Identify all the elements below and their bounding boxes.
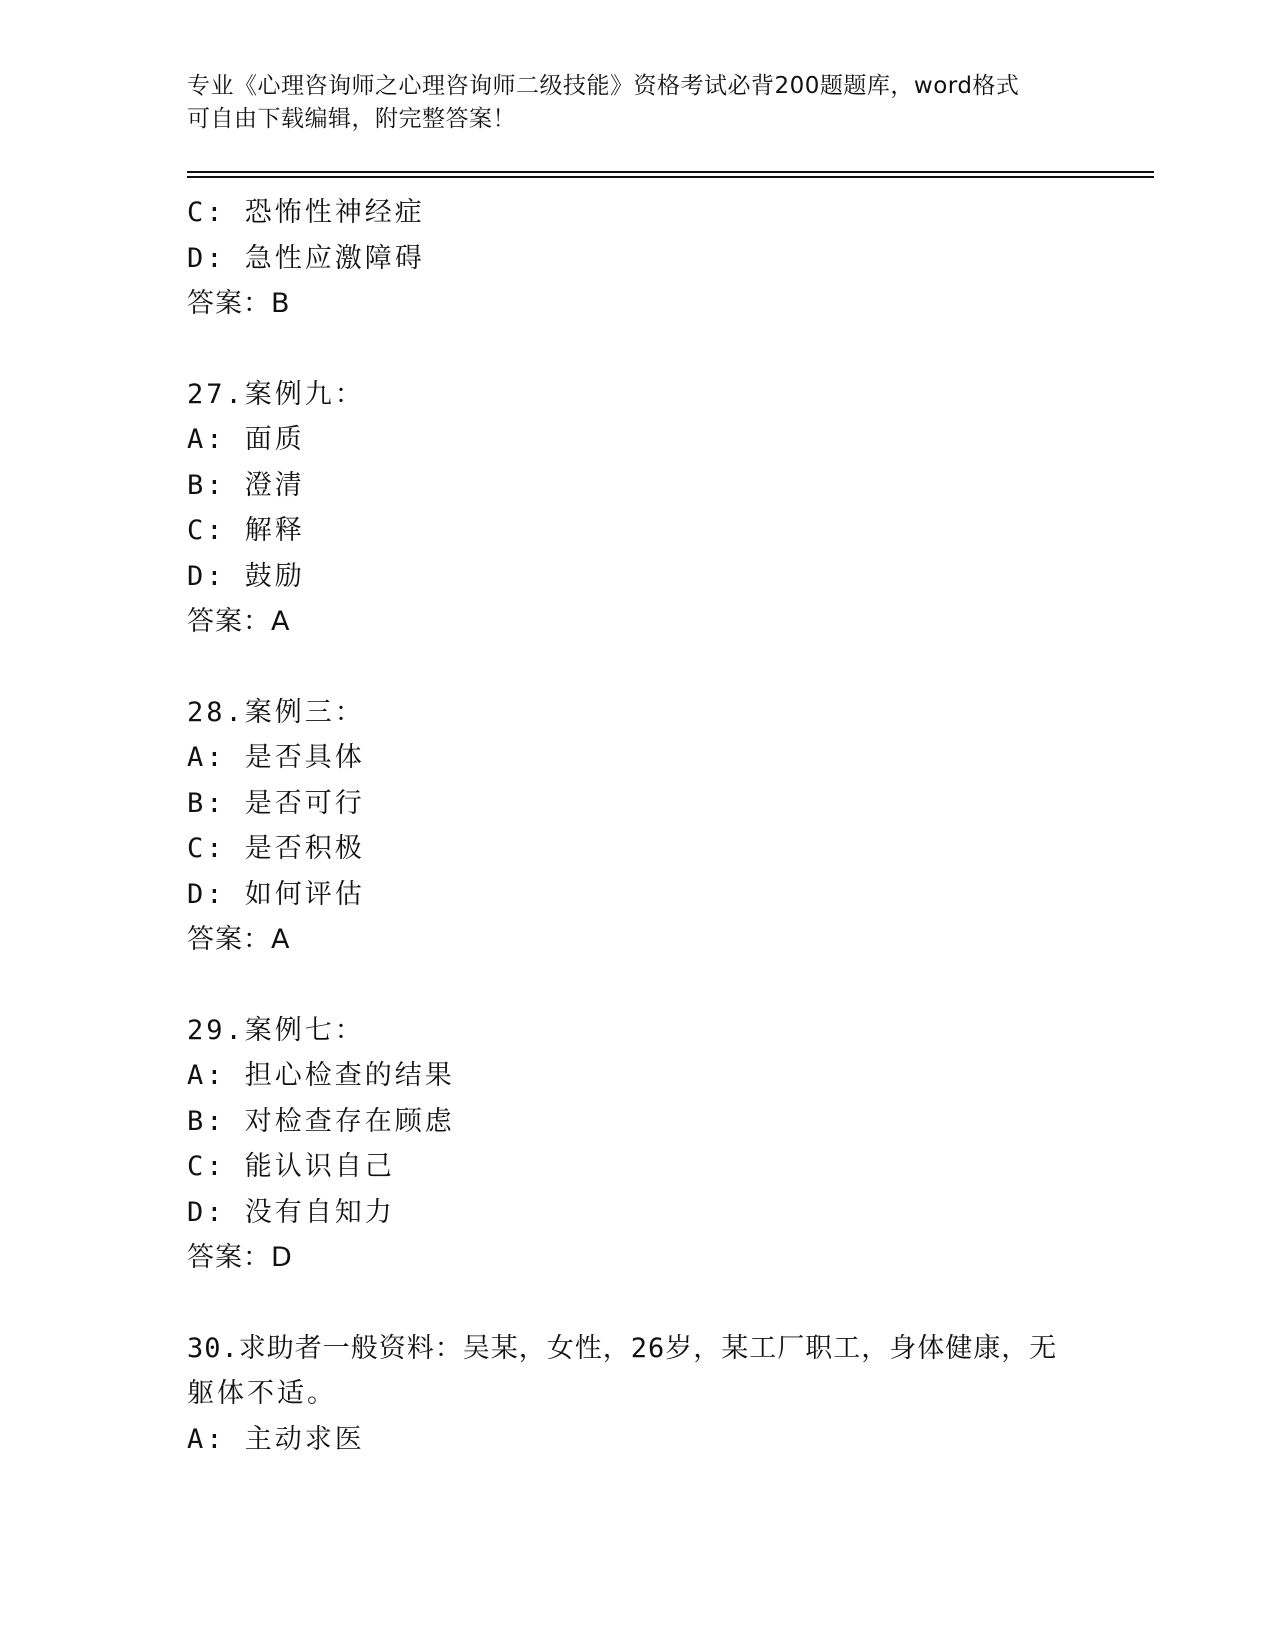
document-header	[187, 70, 1087, 136]
option-c: C: 能认识自己	[187, 1151, 395, 1182]
option-c: C: 恐怖性神经症	[187, 197, 425, 228]
option-a: A: 主动求医	[187, 1423, 365, 1455]
option-a: A: 担心检查的结果	[187, 1060, 455, 1091]
option-d: D: 没有自知力	[187, 1196, 395, 1228]
option-b: B: 对检查存在顾虑	[187, 1105, 455, 1137]
question-26-partial	[187, 190, 1087, 327]
question-stem-line-2: 躯体不适。	[187, 1378, 337, 1409]
question-list	[187, 190, 1087, 1462]
header-line-2: 可自由下载编辑，附完整答案！	[187, 106, 516, 132]
option-d: D: 如何评估	[187, 878, 365, 910]
option-b: B: 澄清	[187, 469, 305, 501]
option-c: C: 解释	[187, 515, 305, 546]
question-30	[187, 1326, 1087, 1463]
question-stem-line-1: 30.求助者一般资料：吴某，女性，26岁，某工厂职工，身体健康，无	[187, 1332, 1058, 1364]
option-a: A: 是否具体	[187, 742, 365, 773]
option-d: D: 急性应激障碍	[187, 242, 425, 274]
header-rule-bottom	[187, 176, 1154, 178]
answer-line: 答案：B	[187, 288, 291, 319]
header-line-1: 专业《心理咨询师之心理咨询师二级技能》资格考试必背200题题库，word格式	[187, 73, 1020, 99]
question-stem: 27.案例九：	[187, 378, 365, 410]
header-rule-top	[187, 171, 1154, 173]
option-b: B: 是否可行	[187, 787, 365, 819]
question-28	[187, 690, 1087, 963]
option-c: C: 是否积极	[187, 833, 365, 864]
question-stem: 29.案例七：	[187, 1014, 365, 1046]
answer-line: 答案：A	[187, 924, 291, 955]
question-29	[187, 1008, 1087, 1281]
answer-line: 答案：D	[187, 1242, 293, 1273]
question-27	[187, 372, 1087, 645]
question-stem: 28.案例三：	[187, 696, 365, 728]
answer-line: 答案：A	[187, 606, 291, 637]
option-d: D: 鼓励	[187, 560, 305, 592]
option-a: A: 面质	[187, 424, 305, 455]
